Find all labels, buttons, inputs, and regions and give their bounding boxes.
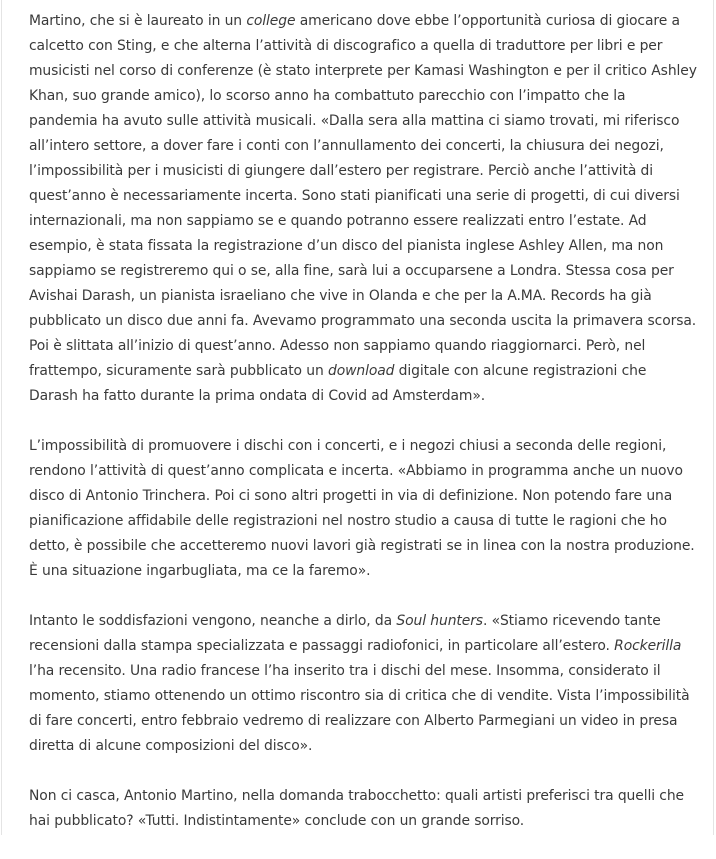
article-paragraph [29, 609, 697, 759]
paragraph-text: . «Stiamo ricevendo tante recensioni dalla stampa specializzata e passaggi radiofonici, in particolare all’estero. [29, 613, 661, 654]
paragraph-text: digitale con alcune registrazioni che Darash ha fatto durante la prima ondata di Covid ad Amsterdam». [29, 363, 647, 404]
article-paragraph [29, 784, 697, 834]
paragraph-text: L’impossibilità di promuovere i dischi con i concerti, e i negozi chiusi a seconda delle regioni, rendono l’attività di quest’anno complicata e incerta. «Abbiamo in programma anche un nuovo disco di Antonio Trinchera. Poi ci sono altri progetti in via di definizione. Non potendo fare una pianificazione affidabile delle registrazioni nel nostro studio a causa di tutte le ragioni che ho detto, è possibile che accetteremo nuovi lavori già registrati se in linea con la nostra produzione. È una situazione ingarbugliata, ma ce la faremo». [29, 438, 695, 579]
italic-term: download [327, 363, 395, 379]
article-paragraph [29, 9, 697, 409]
italic-album-title: Soul hunters [396, 613, 483, 629]
paragraph-text: Intanto le soddisfazioni vengono, neanche a dirlo, da [29, 613, 397, 629]
paragraph-text: l’ha recensito. Una radio francese l’ha inserito tra i dischi del mese. Insomma, considerato il momento, stiamo ottenendo un ottimo riscontro sia di critica che di vendite. Vista l’impossibilità di fare concerti, entro febbraio vedremo di realizzare con Alberto Parmegiani un video in presa diretta di alcune composizioni del disco». [29, 663, 690, 754]
page-frame [1, 0, 714, 835]
paragraph-text: americano dove ebbe l’opportunità curiosa di giocare a calcetto con Sting, e che alterna l’attività di discografico a quella di traduttore per libri e per musicisti nel corso di conferenze (è stato interprete per Kamasi Washington e per il critico Ashley Khan, suo grande amico), lo scorso anno ha combattuto parecchio con l’impatto che la pandemia ha avuto sulle attività musicali. «Dalla sera alla mattina ci siamo trovati, mi riferisco all’intero settore, a dover fare i conti con l’annullamento dei concerti, la chiusura dei negozi, l’impossibilità per i musicisti di giungere dall’estero per registrare. Perciò anche l’attività di quest’anno è necessariamente incerta. Sono stati pianificati una serie di progetti, di cui diversi internazionali, ma non sappiamo se e quando potranno essere realizzati entro l’estate. Ad esempio, è stata fissata la registrazione d’un disco del pianista inglese Ashley Allen, ma non sappiamo se registreremo qui o se, alla fine, sarà lui a occuparsene a Londra. Stessa cosa per Avishai Darash, un pianista israeliano che vive in Olanda e che per la A.MA. Records ha già pubblicato un disco due anni fa. Avevamo programmato una seconda uscita la primavera scorsa. Poi è slittata all’inizio di quest’anno. Adesso non sappiamo quando riaggiornarci. Però, nel frattempo, sicuramente sarà pubblicato un [29, 13, 697, 379]
article-paragraph [29, 434, 697, 584]
article-body [29, 9, 697, 859]
paragraph-text: Non ci casca, Antonio Martino, nella domanda trabocchetto: quali artisti preferisci tra quelli che hai pubblicato? «Tutti. Indistintamente» conclude con un grande sorriso. [29, 788, 684, 829]
paragraph-text: Martino, che si è laureato in un [29, 13, 247, 29]
italic-term: college [246, 13, 296, 29]
italic-magazine-title: Rockerilla [614, 638, 682, 654]
